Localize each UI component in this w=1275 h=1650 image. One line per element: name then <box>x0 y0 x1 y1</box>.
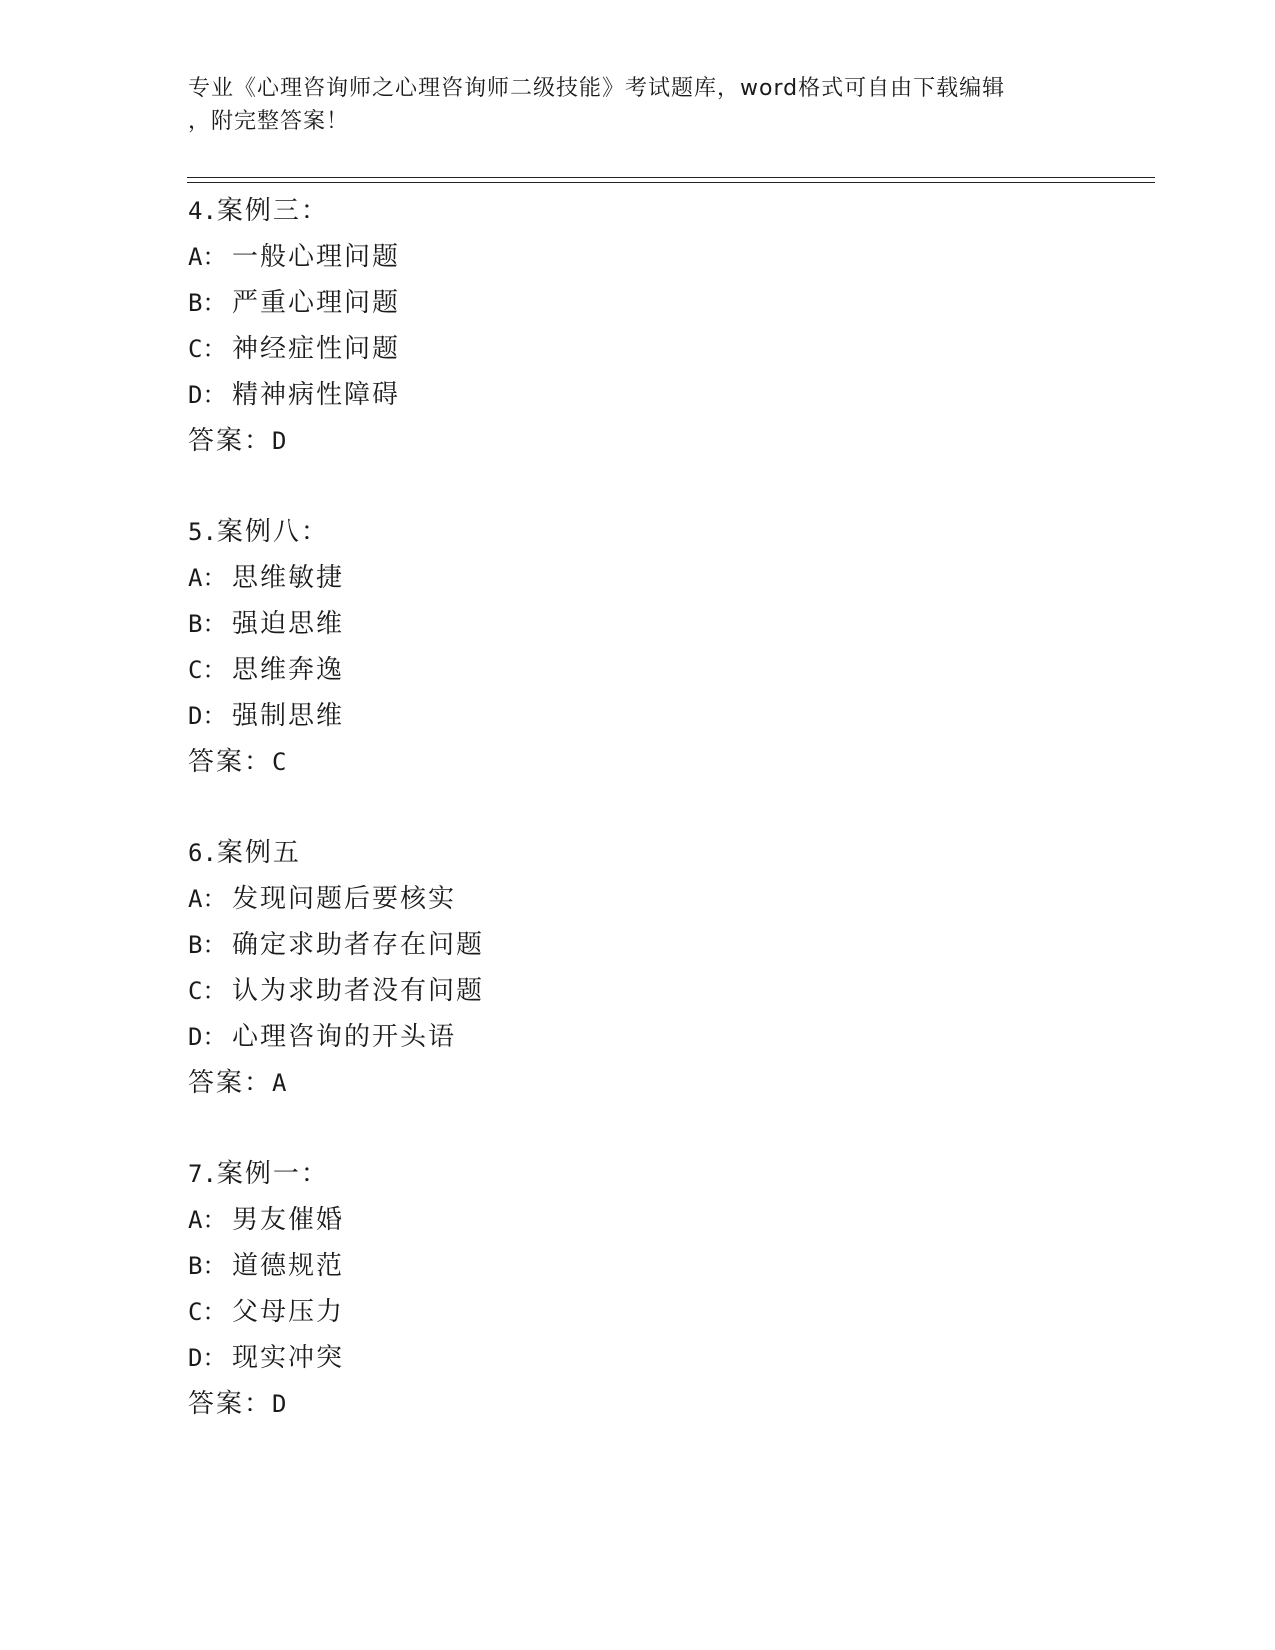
option-a <box>188 1197 1088 1243</box>
question-number: 4. <box>188 197 217 225</box>
option-d <box>188 372 1088 418</box>
option-text: 精神病性障碍 <box>232 380 401 410</box>
option-label: D： <box>188 1344 227 1372</box>
option-label: A： <box>188 1206 227 1234</box>
answer-line <box>188 1060 1088 1106</box>
option-c <box>188 1289 1088 1335</box>
question-list <box>188 188 1088 1472</box>
option-b <box>188 601 1088 647</box>
document-header <box>188 72 1068 138</box>
question-title <box>188 509 1088 555</box>
option-label: D： <box>188 381 227 409</box>
option-text: 思维敏捷 <box>232 563 345 593</box>
option-label: B： <box>188 289 227 317</box>
option-b <box>188 922 1088 968</box>
option-a <box>188 555 1088 601</box>
option-text: 一般心理问题 <box>232 242 401 272</box>
question-number: 7. <box>188 1160 217 1188</box>
option-label: D： <box>188 1023 227 1051</box>
question-number: 6. <box>188 839 217 867</box>
answer-label: 答案： <box>188 747 273 777</box>
question-number: 5. <box>188 518 217 546</box>
option-d <box>188 1014 1088 1060</box>
option-text: 强迫思维 <box>232 609 345 639</box>
option-label: A： <box>188 885 227 913</box>
answer-value: D <box>272 427 289 455</box>
option-text: 道德规范 <box>232 1251 345 1281</box>
question-text: 案例五 <box>216 838 301 868</box>
header-line-2: ，附完整答案！ <box>188 109 350 134</box>
answer-label: 答案： <box>188 1068 273 1098</box>
option-text: 心理咨询的开头语 <box>232 1022 457 1052</box>
option-text: 认为求助者没有问题 <box>232 976 485 1006</box>
question-title <box>188 1151 1088 1197</box>
option-text: 严重心理问题 <box>232 288 401 318</box>
option-c <box>188 647 1088 693</box>
option-label: B： <box>188 931 227 959</box>
question-title <box>188 188 1088 234</box>
header-divider-top <box>187 177 1155 178</box>
option-b <box>188 280 1088 326</box>
option-text: 现实冲突 <box>232 1343 345 1373</box>
answer-line <box>188 1381 1088 1427</box>
question-text: 案例八： <box>216 517 329 547</box>
answer-value: D <box>272 1390 289 1418</box>
question-item <box>188 1151 1088 1427</box>
header-line-1: 专业《心理咨询师之心理咨询师二级技能》考试题库，word格式可自由下载编辑 <box>188 76 1006 101</box>
question-item <box>188 188 1088 464</box>
option-label: C： <box>188 977 227 1005</box>
answer-value: C <box>272 748 289 776</box>
option-label: C： <box>188 656 227 684</box>
answer-line <box>188 418 1088 464</box>
option-text: 父母压力 <box>232 1297 345 1327</box>
option-text: 强制思维 <box>232 701 345 731</box>
option-b <box>188 1243 1088 1289</box>
answer-value: A <box>272 1069 289 1097</box>
question-text: 案例一： <box>216 1159 329 1189</box>
option-text: 思维奔逸 <box>232 655 345 685</box>
option-text: 神经症性问题 <box>232 334 401 364</box>
header-divider-bottom <box>187 182 1155 183</box>
option-d <box>188 693 1088 739</box>
option-text: 确定求助者存在问题 <box>232 930 485 960</box>
question-item <box>188 509 1088 785</box>
question-item <box>188 830 1088 1106</box>
option-label: A： <box>188 564 227 592</box>
option-c <box>188 968 1088 1014</box>
question-text: 案例三： <box>216 196 329 226</box>
option-label: B： <box>188 1252 227 1280</box>
option-a <box>188 876 1088 922</box>
option-label: B： <box>188 610 227 638</box>
answer-label: 答案： <box>188 1389 273 1419</box>
option-text: 发现问题后要核实 <box>232 884 457 914</box>
question-title <box>188 830 1088 876</box>
option-label: C： <box>188 335 227 363</box>
option-label: C： <box>188 1298 227 1326</box>
option-d <box>188 1335 1088 1381</box>
option-label: A： <box>188 243 227 271</box>
answer-line <box>188 739 1088 785</box>
option-c <box>188 326 1088 372</box>
option-text: 男友催婚 <box>232 1205 345 1235</box>
option-label: D： <box>188 702 227 730</box>
answer-label: 答案： <box>188 426 273 456</box>
option-a <box>188 234 1088 280</box>
